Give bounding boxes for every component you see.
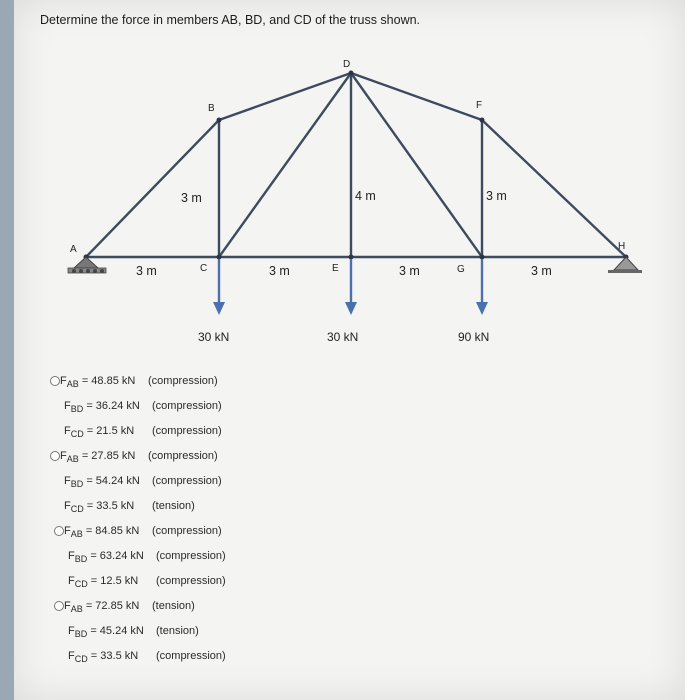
node-label-G: G	[457, 264, 465, 275]
dimension-AC: 3 m	[136, 264, 157, 278]
force-symbol: F	[68, 625, 75, 637]
roller-support-A	[68, 257, 106, 273]
force-symbol: F	[60, 450, 67, 462]
dimension-EG: 3 m	[399, 264, 420, 278]
node-label-A: A	[70, 244, 77, 255]
force-value: = 27.85 kN	[81, 450, 136, 462]
force-value: = 33.5 kN	[90, 650, 139, 662]
member-AB	[86, 120, 219, 257]
force-subscript: BD	[70, 404, 84, 414]
dimension-BC-height: 3 m	[181, 191, 202, 205]
force-type: (tension)	[152, 500, 195, 512]
truss-joints	[84, 71, 629, 260]
load-label-E: 30 kN	[327, 330, 359, 344]
force-subscript: CD	[74, 654, 88, 664]
force-value: = 45.24 kN	[90, 625, 144, 637]
answer-option-1[interactable]	[50, 373, 350, 448]
force-subscript: AB	[70, 529, 83, 539]
node-label-H: H	[618, 241, 626, 252]
force-type: (tension)	[152, 600, 195, 612]
force-symbol: F	[64, 400, 71, 412]
answer-option-2[interactable]	[50, 448, 350, 523]
member-DG	[351, 73, 482, 257]
force-type: (compression)	[152, 475, 222, 487]
force-type: (compression)	[148, 375, 218, 387]
force-subscript: BD	[74, 554, 88, 564]
force-subscript: BD	[74, 629, 88, 639]
dimension-GH: 3 m	[531, 264, 552, 278]
force-type: (compression)	[148, 450, 218, 462]
force-symbol: F	[64, 600, 71, 612]
force-subscript: CD	[74, 579, 88, 589]
force-symbol: F	[68, 550, 75, 562]
node-label-E: E	[332, 263, 339, 274]
load-label-G: 90 kN	[458, 330, 490, 344]
force-value: = 21.5 kN	[86, 425, 135, 437]
load-arrows	[213, 259, 488, 315]
force-symbol: F	[64, 475, 71, 487]
force-value: = 12.5 kN	[90, 575, 139, 587]
member-BD	[219, 73, 351, 120]
node-label-F: F	[476, 100, 483, 111]
force-value: = 36.24 kN	[86, 400, 140, 412]
force-subscript: CD	[70, 504, 84, 514]
node-label-B: B	[208, 103, 215, 114]
force-value: = 72.85 kN	[85, 600, 140, 612]
truss-members	[86, 73, 626, 257]
force-subscript: BD	[70, 479, 84, 489]
force-type: (compression)	[156, 550, 226, 562]
force-value: = 48.85 kN	[81, 375, 136, 387]
force-type: (compression)	[156, 650, 226, 662]
load-label-C: 30 kN	[198, 330, 230, 344]
force-subscript: AB	[66, 454, 79, 464]
force-symbol: F	[64, 425, 71, 437]
answer-option-4[interactable]	[54, 598, 354, 673]
answer-option-3[interactable]	[54, 523, 354, 598]
force-type: (compression)	[156, 575, 226, 587]
force-value: = 84.85 kN	[85, 525, 140, 537]
dimension-FG-height: 3 m	[486, 189, 507, 203]
force-value: = 54.24 kN	[86, 475, 140, 487]
node-label-C: C	[200, 263, 208, 274]
pin-support-H	[608, 257, 642, 273]
dimension-CE: 3 m	[269, 264, 290, 278]
force-value: = 63.24 kN	[90, 550, 144, 562]
radio-button[interactable]	[54, 601, 64, 611]
radio-button[interactable]	[50, 451, 60, 461]
force-subscript: AB	[66, 379, 79, 389]
force-symbol: F	[64, 525, 71, 537]
force-symbol: F	[60, 375, 67, 387]
member-DF	[351, 73, 482, 120]
dimension-DE-height: 4 m	[355, 189, 376, 203]
radio-button[interactable]	[54, 526, 64, 536]
force-symbol: F	[68, 575, 75, 587]
answer-options	[50, 373, 350, 673]
question-text: Determine the force in members AB, BD, and CD of the truss shown.	[40, 13, 421, 27]
force-type: (tension)	[156, 625, 199, 637]
force-type: (compression)	[152, 425, 222, 437]
force-value: = 33.5 kN	[86, 500, 135, 512]
force-subscript: AB	[70, 604, 83, 614]
radio-button[interactable]	[50, 376, 60, 386]
force-subscript: CD	[70, 429, 84, 439]
question-sheet	[14, 0, 685, 700]
truss-diagram	[14, 0, 685, 370]
force-type: (compression)	[152, 525, 222, 537]
member-CD	[219, 73, 351, 257]
force-symbol: F	[68, 650, 75, 662]
node-label-D: D	[343, 59, 351, 70]
force-type: (compression)	[152, 400, 222, 412]
force-symbol: F	[64, 500, 71, 512]
